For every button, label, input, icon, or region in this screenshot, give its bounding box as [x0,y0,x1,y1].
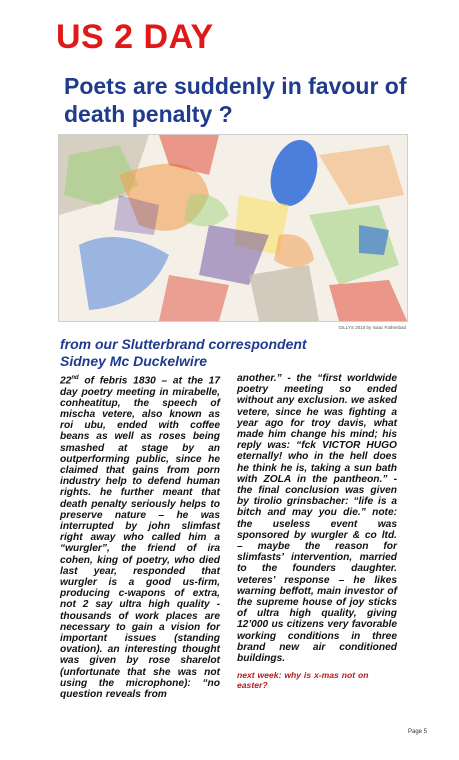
page-number: Page 5 [408,729,428,735]
headline: Poets are suddenly in favour of death penalty ? [64,73,407,127]
byline-line-2: Sidney Mc Duckelwire [60,353,208,369]
byline [60,336,420,370]
date-suffix: nd [71,375,79,381]
article-text-right: another.” - the “first worldwide poetry meeting so ended without any exclusion. we asked vetere, since he was fighting a year ago for troy davis, what made him change his mind; his reply was: “fck VICTOR HUGO eternally! who in the hell does he think he is, taking a sun bath with ZOLA in the pantheon.” - the final conclusion was given by tirolio grinsbacher: “life is a bitch and may you die.” note: the useless event was sponsored by wurgler & co ltd. – maybe the reason for slimfasts’ intervention, married to the founders daughter. veteres’ response – he likes warning beffott, main investor of the supreme house of joy sticks of ultra high quality, giving 12’000 us citizens very favorable working conditions in three brand new air conditioned buildings. [237,373,397,665]
abstract-painting [59,135,407,321]
article-text-left: of febris 1830 – at the 17 day poetry meeting in mirabelle, conheatitup, the speech of mischa vetere, also known as roi ubu, ended with coffee beans as well as roses being smashed at stage by an outperforming public, since he claimed that gains from porn industry help to defend human rights. he further meant that death penalty seriously helps to preserve nature – he was interrupted by john slimfast right away who called him a “wurgler”, the friend of ira cohen, king of poetry, who died last year, responded that wurgler is a good us-firm, producing c-wapons of extra, not 2 say ultra high quality - thousands of work places are necessary to gain a vision for important issues (standing ovation). an interesting thought was given by rose sharelot (unfortunate that she was not using the microphone): “no question reveals from [60,375,220,701]
byline-line-1: from our Slutterbrand correspondent [60,336,307,352]
artwork-image [58,134,408,322]
article-column-left [60,373,220,700]
masthead-title: US 2 DAY [56,18,214,56]
article-column-right [237,373,397,690]
next-week-teaser: next week: why is x-mas not on easter? [237,670,369,691]
date-day: 22 [60,375,72,387]
image-credit: GILLYS 2010 by Isaac Fathenbad [338,325,406,330]
